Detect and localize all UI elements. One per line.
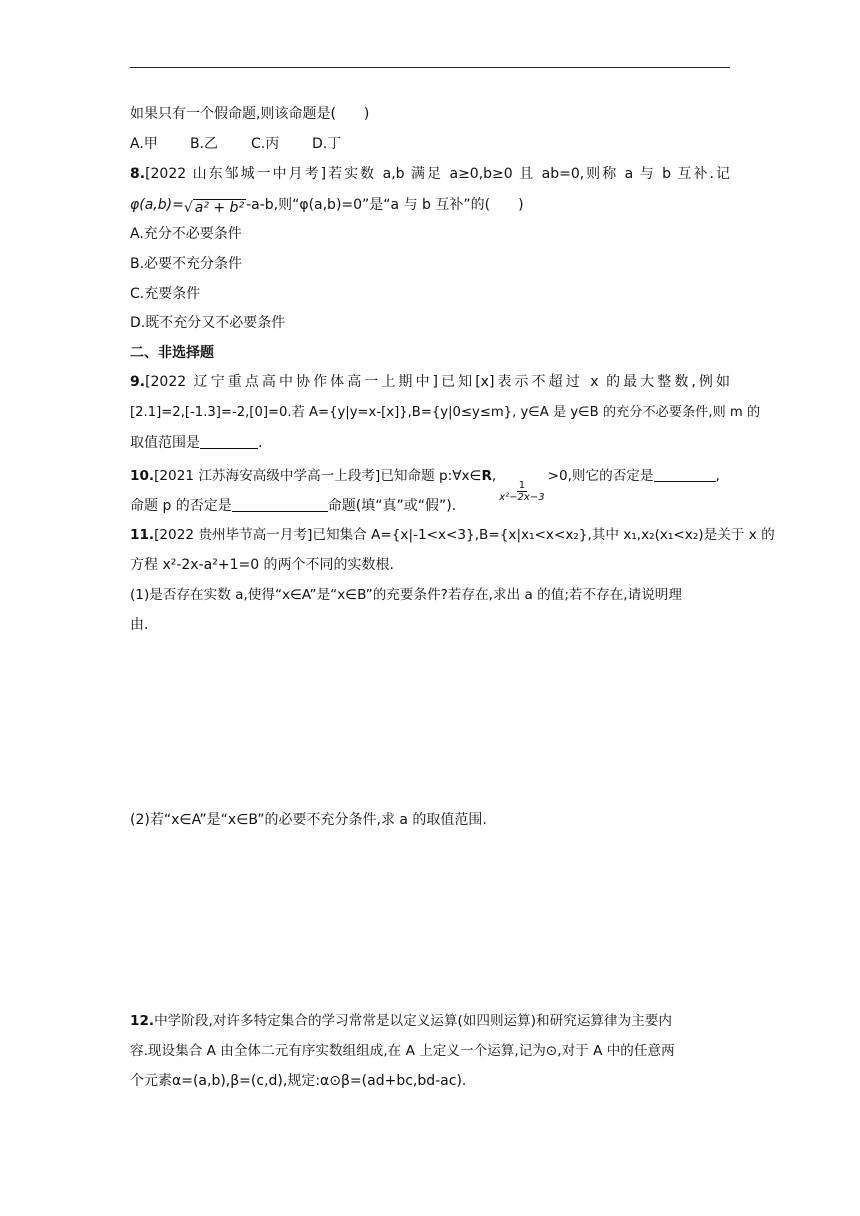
section-title: 二、非选择题 [130, 345, 214, 361]
question-text: 若实数 a,b 满足 a≥0,b≥0 且 ab=0,则称 a 与 b 互补.记 [326, 166, 730, 182]
question-12-line-1: 12.中学阶段,对许多特定集合的学习常常是以定义运算(如四则运算)和研究运算律为主要内 [130, 1013, 672, 1029]
question-9-line-2: [2.1]=2,[-1.3]=-2,[0]=0.若 A={y|y=x-[x]},B={y|0≤y≤m}, y∈A 是 y∈B 的充分不必要条件,则 m 的 [130, 405, 761, 420]
question-7-options [130, 134, 730, 154]
question-8-option-d: D.既不充分又不必要条件 [130, 315, 286, 331]
question-source: [2022 辽宁重点高中协作体高一上期中] [145, 374, 439, 390]
question-11-line-2: 方程 x²-2x-a²+1=0 的两个不同的实数根. [130, 557, 395, 573]
question-9-line-1: 9.[2022 辽宁重点高中协作体高一上期中]已知[x]表示不超过 x 的最大整数,例如 [130, 374, 730, 390]
question-number: 10. [130, 468, 155, 484]
question-12-line-2: 容.现设集合 A 由全体二元有序实数组组成,在 A 上定义一个运算,记为⊙,对于 A 中的任意两 [130, 1043, 675, 1059]
question-8-line-1 [130, 164, 730, 184]
header-rule [130, 67, 730, 68]
answer-blank-negation[interactable] [654, 467, 716, 482]
question-8-option-a: A.充分不必要条件 [130, 226, 242, 242]
question-number: 12. [130, 1013, 155, 1029]
question-7-stem-tail: 如果只有一个假命题,则该命题是( ) [130, 106, 370, 122]
question-source: [2022 贵州毕节高一月考] [154, 527, 313, 543]
question-12-line-3: 个元素α=(a,b),β=(c,d),规定:α⊙β=(ad+bc,bd-ac). [130, 1073, 467, 1089]
question-11-part-2: (2)若“x∈A”是“x∈B”的必要不充分条件,求 a 的取值范围. [130, 812, 487, 828]
option-d: D.丁 [312, 136, 342, 152]
question-source: [2022 山东邹城一中月考] [145, 166, 327, 182]
question-number: 11. [130, 527, 155, 543]
question-11-part-1-line-2: 由. [130, 617, 149, 633]
option-a: A.甲 [130, 136, 158, 152]
option-c: C.丙 [251, 136, 280, 152]
question-11-part-1-line-1: (1)是否存在实数 a,使得“x∈A”是“x∈B”的充要条件?若存在,求出 a 的值;若不存在,请说明理 [130, 587, 682, 603]
question-10-line-2: 命题 p 的否定是 命题(填“真”或“假”). [130, 498, 457, 514]
question-9-line-3: 取值范围是 . [130, 435, 263, 451]
answer-blank[interactable] [200, 434, 258, 449]
option-b: B.乙 [190, 136, 219, 152]
question-8-option-c: C.充要条件 [130, 286, 201, 302]
question-8-option-b: B.必要不充分条件 [130, 256, 243, 272]
question-10-line-1: 10.[2021 江苏海安高级中学高一上段考]已知命题 p:∀x∈R, $\frac{1}{\text{x²−2x−3}}$ >0,则它的否定是 , [130, 468, 720, 503]
question-number: 8. [130, 166, 146, 182]
question-11-line-1: 11.[2022 贵州毕节高一月考]已知集合 A={x|-1<x<3},B={x|x₁<x<x₂},其中 x₁,x₂(x₁<x₂)是关于 x 的 [130, 527, 775, 543]
question-8-line-2: φ(a,b)=√ a² + b² -a-b,则“φ(a,b)=0”是“a 与 b 互补”的( ) [130, 197, 524, 216]
question-number: 9. [130, 374, 146, 390]
sqrt-expression: √ a² + b² [183, 200, 245, 216]
fraction: $\frac{1}{\text{x²−2x−3}}$ [499, 480, 545, 503]
answer-blank-truth[interactable] [232, 497, 328, 512]
question-source: [2021 江苏海安高级中学高一上段考] [154, 468, 381, 484]
